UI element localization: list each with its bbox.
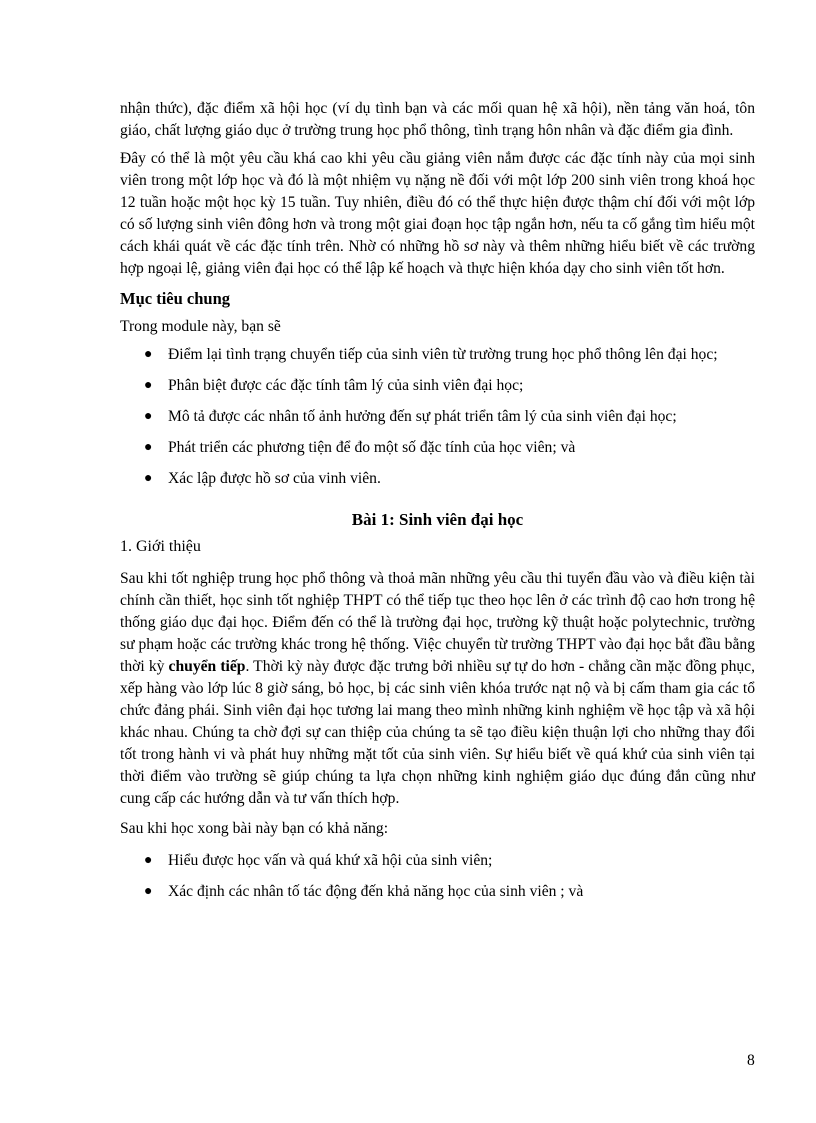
bullet-icon: ● <box>144 347 153 362</box>
section-title: Mục tiêu chung <box>120 289 231 308</box>
bullet-icon: ● <box>144 884 153 899</box>
list-item: ● Phân biệt được các đặc tính tâm lý của sinh viên đại học; <box>120 375 755 397</box>
document-page <box>120 98 755 912</box>
list-item: ● Điểm lại tình trạng chuyển tiếp của sinh viên từ trường trung học phổ thông lên đại học; <box>120 344 755 366</box>
bullet-icon: ● <box>144 440 153 455</box>
subsection-title: 1. Giới thiệu <box>120 538 201 555</box>
list-item: ● Xác định các nhân tố tác động đến khả năng học của sinh viên ; và <box>120 881 755 903</box>
list-item: ● Mô tả được các nhân tố ảnh hưởng đến sự phát triển tâm lý của sinh viên đại học; <box>120 406 755 428</box>
outcomes-list <box>120 850 755 903</box>
bullet-icon: ● <box>144 471 153 486</box>
lesson-title: Bài 1: Sinh viên đại học <box>351 510 524 529</box>
page-number: 8 <box>747 1052 755 1069</box>
list-item: ● Xác lập được hồ sơ của vinh viên. <box>120 468 755 490</box>
paragraph-3: Sau khi tốt nghiệp trung học phổ thông và thoả mãn những yêu cầu thi tuyển đầu vào và điều kiện tài chính cần thiết, học sinh tốt nghiệp THPT có thể tiếp tục theo học lên ở các trình độ cao hơn trong hệ thống giáo dục đại học. Điểm đến có thể là trường đại học, trường kỹ thuật hoặc polytechnic, trường sư phạm hoặc các trường khác trong hệ thống. Việc chuyển từ trường THPT vào đại học bắt đầu bằng thời kỳ chuyển tiếp. Thời kỳ này được đặc trưng bởi nhiều sự tự do hơn - chẳng cần mặc đồng phục, xếp hàng vào lớp lúc 8 giờ sáng, bỏ học, bị các sinh viên khóa trước nạt nộ và bị cấm tham gia các tổ chức đảng phái. Sinh viên đại học tương lai mang theo mình những kinh nghiệm về học tập và xã hội khác nhau. Chúng ta chờ đợi sự can thiệp của chúng ta sẽ tạo điều kiện thuận lợi cho những thay đổi tốt trong hành vi và phát huy những mặt tốt của sinh viên. Sự hiểu biết về quá khứ của sinh viên tại thời điểm vào trường sẽ giúp chúng ta lựa chọn những kinh nghiệm giáo dục đúng đắn cũng như cung cấp các hướng dẫn và tư vấn thích hợp. <box>120 570 755 807</box>
objectives-list <box>120 344 755 490</box>
list-item: ● Hiểu được học vấn và quá khứ xã hội của sinh viên; <box>120 850 755 872</box>
paragraph-4: Sau khi học xong bài này bạn có khả năng: <box>120 820 389 837</box>
paragraph-1: nhận thức), đặc điểm xã hội học (ví dụ tình bạn và các mối quan hệ xã hội), nền tảng văn hoá, tôn giáo, chất lượng giáo dục ở trường trung học phổ thông, tình trạng hôn nhân và đặc điểm gia đình. <box>120 100 755 139</box>
objectives-intro: Trong module này, bạn sẽ <box>120 318 281 335</box>
list-item: ● Phát triển các phương tiện để đo một số đặc tính của học viên; và <box>120 437 755 459</box>
bold-term: chuyển tiếp <box>168 658 246 675</box>
bullet-icon: ● <box>144 378 153 393</box>
bullet-icon: ● <box>144 409 153 424</box>
bullet-icon: ● <box>144 853 153 868</box>
paragraph-2: Đây có thể là một yêu cầu khá cao khi yêu cầu giảng viên nắm được các đặc tính này của mọi sinh viên trong một lớp học và đó là một nhiệm vụ nặng nề đối với một lớp 200 sinh viên trong khoá học 12 tuần hoặc một học kỳ 15 tuần. Tuy nhiên, điều đó có thể thực hiện được thậm chí đối với một lớp có số lượng sinh viên đông hơn và trong một giai đoạn học tập ngắn hơn, nếu ta cố gắng tìm hiểu một cách khái quát về các đặc tính trên. Nhờ có những hồ sơ này và thêm những hiểu biết về các trường hợp ngoại lệ, giảng viên đại học có thể lập kế hoạch và thực hiện khóa dạy cho sinh viên tốt hơn. <box>120 150 755 277</box>
